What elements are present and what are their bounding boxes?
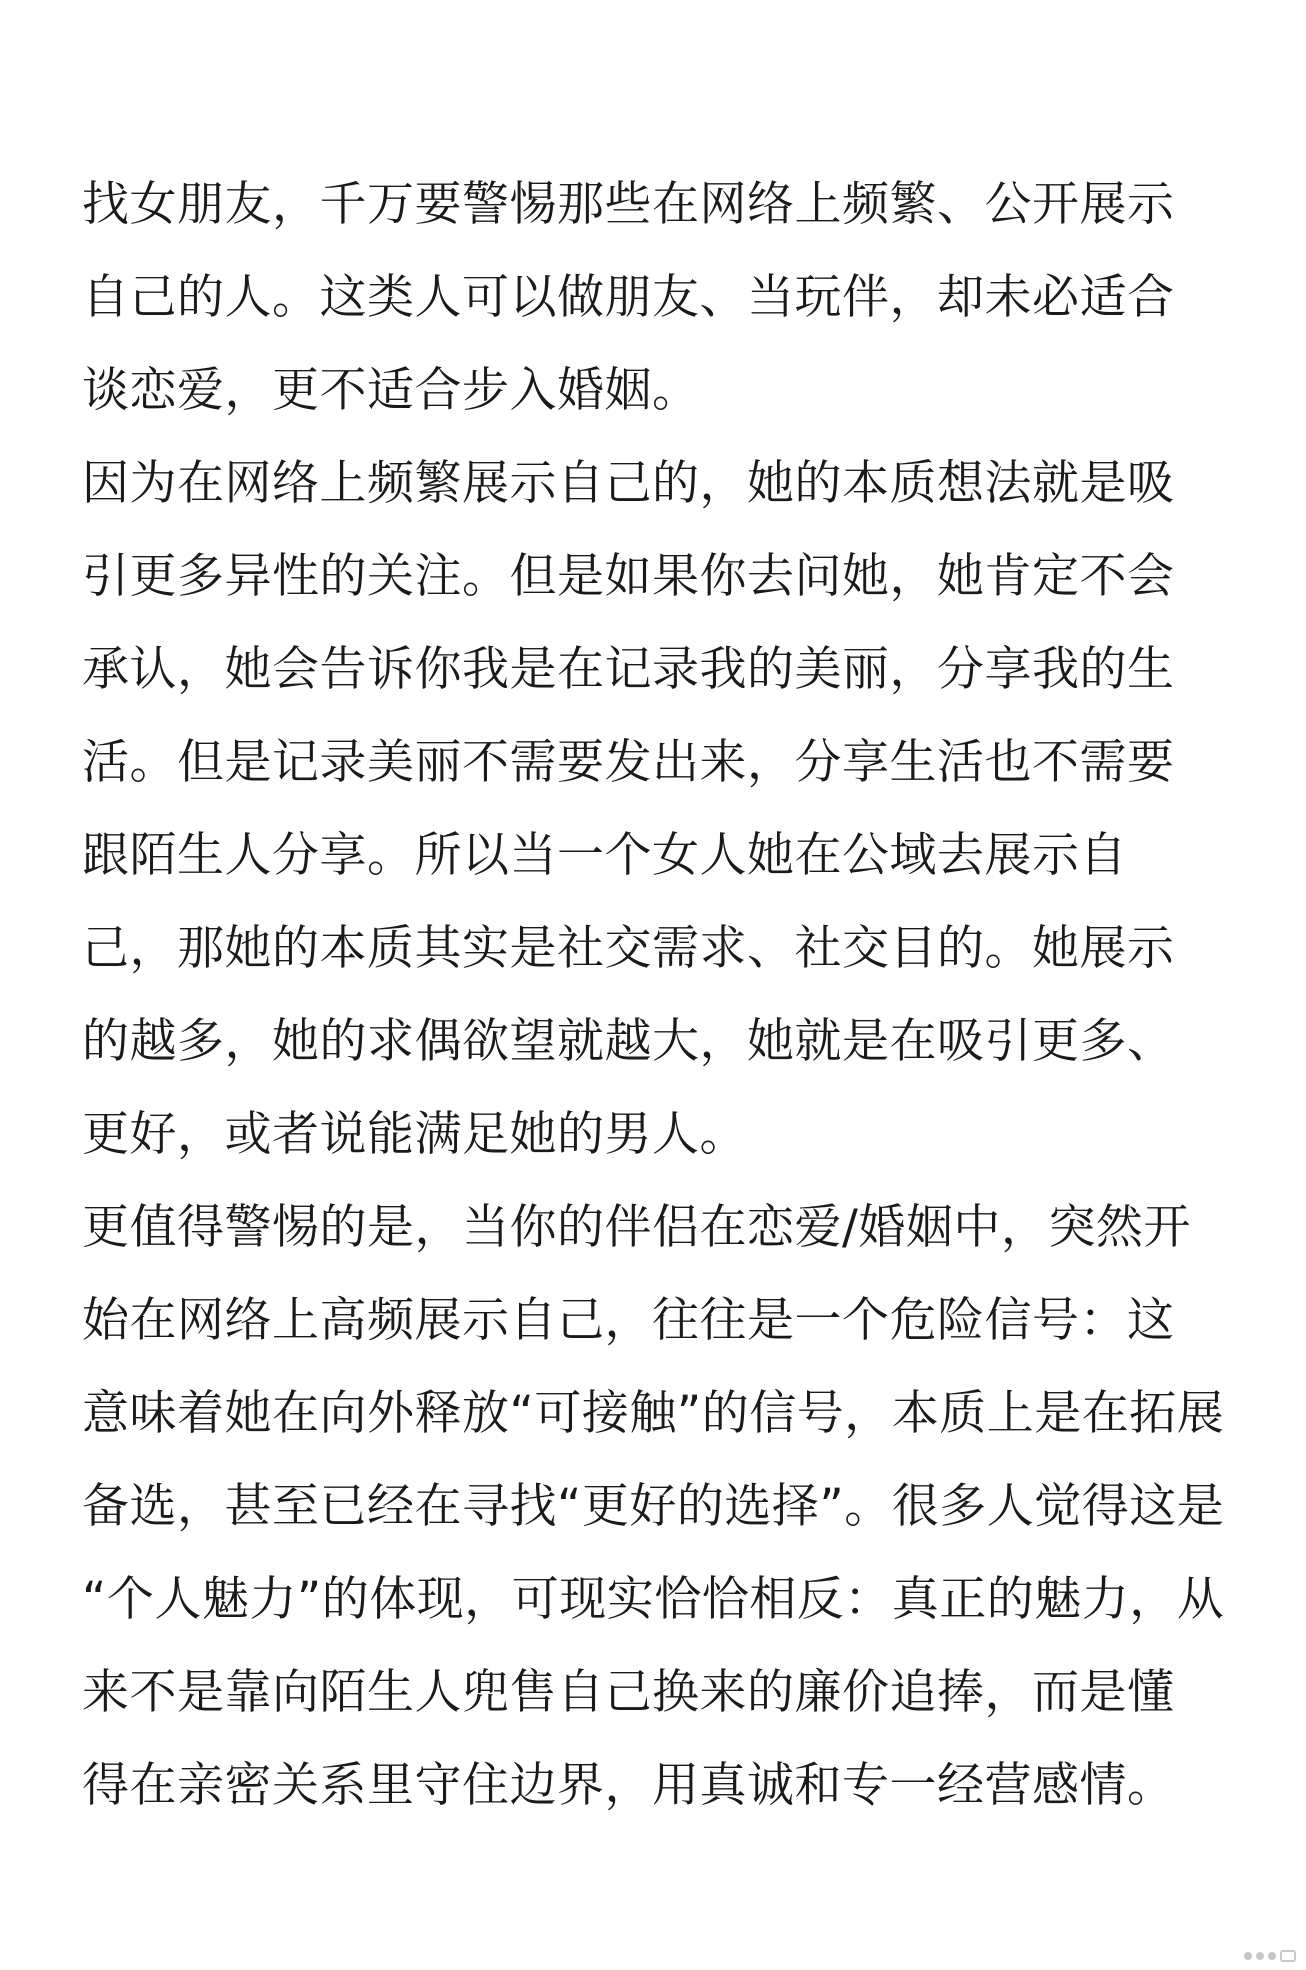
text-line-8: 跟陌生人分享。所以当一个女人她在公域去展示自 bbox=[82, 828, 1127, 883]
text-line-9: 己，那她的本质其实是社交需求、社交目的。她展示 bbox=[82, 921, 1175, 976]
text-line-7: 活。但是记录美丽不需要发出来，分享生活也不需要 bbox=[82, 735, 1175, 790]
text-line-16: “个人魅力”的体现，可现实恰恰相反：真正的魅力，从 bbox=[82, 1572, 1225, 1627]
text-line-17: 来不是靠向陌生人兜售自己换来的廉价追捧，而是懂 bbox=[82, 1665, 1175, 1720]
text-line-4: 因为在网络上频繁展示自己的，她的本质想法就是吸 bbox=[82, 456, 1175, 511]
text-line-2: 自己的人。这类人可以做朋友、当玩伴，却未必适合 bbox=[82, 270, 1175, 325]
watermark-dot bbox=[1268, 1952, 1276, 1960]
text-line-13: 始在网络上高频展示自己，往往是一个危险信号：这 bbox=[82, 1293, 1175, 1348]
article-body bbox=[82, 158, 1242, 1832]
text-line-3: 谈恋爱，更不适合步入婚姻。 bbox=[82, 363, 700, 418]
text-line-1: 找女朋友，千万要警惕那些在网络上频繁、公开展示 bbox=[82, 177, 1175, 232]
text-line-6: 承认，她会告诉你我是在记录我的美丽，分享我的生 bbox=[82, 642, 1175, 697]
text-line-12: 更值得警惕的是，当你的伴侣在恋爱/婚姻中，突然开 bbox=[82, 1200, 1191, 1255]
text-line-15: 备选，甚至已经在寻找“更好的选择”。很多人觉得这是 bbox=[82, 1479, 1225, 1534]
watermark-dot bbox=[1244, 1952, 1252, 1960]
watermark-box-icon bbox=[1280, 1950, 1296, 1962]
watermark-dots-icon bbox=[1244, 1950, 1296, 1962]
text-line-11: 更好，或者说能满足她的男人。 bbox=[82, 1107, 747, 1162]
text-line-10: 的越多，她的求偶欲望就越大，她就是在吸引更多、 bbox=[82, 1014, 1175, 1069]
watermark-dot bbox=[1256, 1952, 1264, 1960]
text-line-18: 得在亲密关系里守住边界，用真诚和专一经营感情。 bbox=[82, 1758, 1175, 1813]
text-line-14: 意味着她在向外释放“可接触”的信号，本质上是在拓展 bbox=[82, 1386, 1225, 1441]
text-line-5: 引更多异性的关注。但是如果你去问她，她肯定不会 bbox=[82, 549, 1175, 604]
